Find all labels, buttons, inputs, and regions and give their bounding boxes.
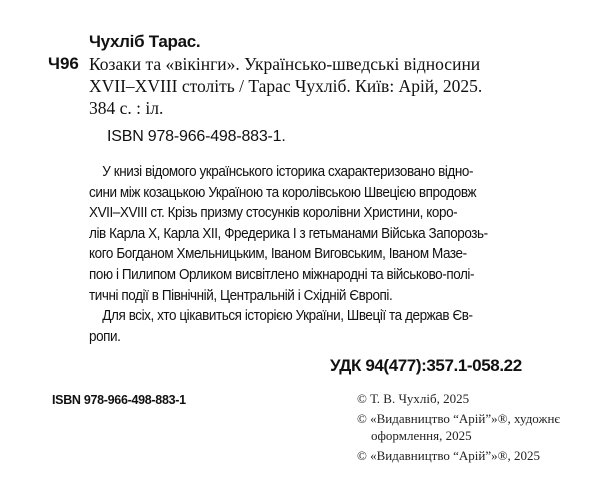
annotation-line: сини між козацькою Україною та королівською Швецією впродовж [89, 184, 477, 201]
copyright-design: © «Видавництво “Арій”»®, художнє [357, 411, 560, 426]
udk-code: УДК 94(477):357.1-058.22 [330, 356, 522, 375]
copyright-author: © Т. В. Чухліб, 2025 [357, 391, 470, 406]
annotation-line: пою і Пилипом Орликом висвітлено міжнародні та військово-полі- [89, 266, 475, 283]
annotation-line: тичні події в Північній, Центральній і Східній Європі. [89, 287, 393, 304]
biblio-line-title: Козаки та «вікінги». Українсько-шведські відносини [89, 54, 481, 74]
annotation-line: ропи. [89, 328, 121, 345]
bibliographic-description [89, 53, 482, 119]
annotation-line: кого Богданом Хмельницьким, Іваном Виговським, Іваном Мазе- [89, 246, 467, 263]
biblio-line-pages: 384 с. : іл. [89, 98, 164, 118]
annotation-line: У книзі відомого українського історика схарактеризовано відно- [89, 164, 474, 180]
annotation-line: лів Карла X, Карла XII, Фредерика I з гетьманами Війська Запорозь- [89, 225, 488, 242]
annotation [89, 162, 535, 347]
copyright-block [357, 390, 560, 464]
copyright-publisher: © «Видавництво “Арій”»®, 2025 [357, 448, 541, 463]
classification-code: Ч96 [48, 54, 79, 73]
annotation-line: XVII–XVIII ст. Крізь призму стосунків королівни Христини, коро- [89, 205, 458, 222]
author-heading: Чухліб Тарас. [89, 32, 201, 51]
biblio-line-publication: XVII–XVIII століть / Тарас Чухліб. Київ: Арій, 2025. [89, 76, 483, 96]
isbn-catalog: ISBN 978-966-498-883-1. [107, 128, 286, 145]
copyright-design-cont: оформлення, 2025 [371, 428, 472, 443]
isbn-footer: ISBN 978-966-498-883-1 [52, 393, 186, 407]
annotation-line: Для всіх, хто цікавиться історією України, Швеції та держав Єв- [89, 308, 473, 325]
